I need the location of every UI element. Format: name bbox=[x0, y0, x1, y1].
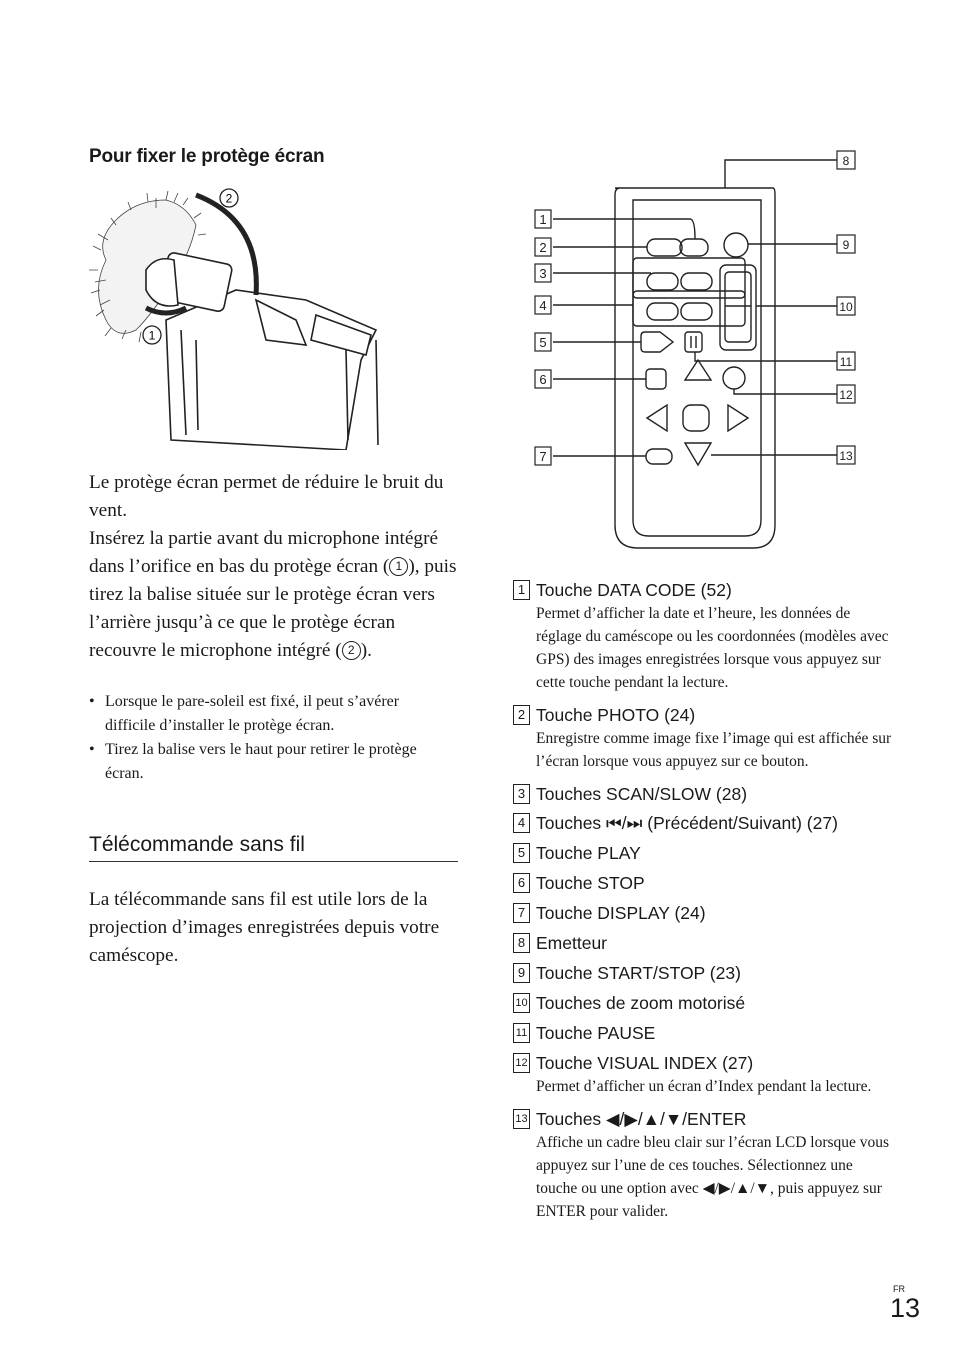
para-text-1: Insérez la partie avant du microphone intégré dans l’orifice en bas du protège écran ( bbox=[89, 528, 439, 577]
legend-number: 12 bbox=[513, 1053, 530, 1073]
paragraph-intro: Le protège écran permet de réduire le bruit du vent. bbox=[89, 472, 444, 521]
legend-label: Touche DATA CODE (52) bbox=[536, 580, 732, 600]
legend-label: Touche DISPLAY (24) bbox=[536, 903, 706, 923]
legend-label: Emetteur bbox=[536, 933, 607, 953]
legend-number: 13 bbox=[513, 1109, 530, 1129]
legend-number: 6 bbox=[513, 873, 530, 893]
callout-11: 11 bbox=[839, 355, 853, 369]
legend-item-11 bbox=[513, 1020, 893, 1046]
callout-2-label: 2 bbox=[225, 191, 233, 206]
remote-body-icon bbox=[615, 188, 775, 548]
legend-item-9 bbox=[513, 960, 893, 986]
legend-item-5 bbox=[513, 840, 893, 866]
circle-2-icon: 2 bbox=[342, 641, 361, 660]
language-tag: FR bbox=[893, 1284, 905, 1294]
callout-7: 7 bbox=[539, 449, 547, 464]
callout-1-label: 1 bbox=[148, 328, 156, 343]
legend-item-6 bbox=[513, 870, 893, 896]
legend-number: 11 bbox=[513, 1023, 530, 1043]
circle-1-icon: 1 bbox=[389, 557, 408, 576]
legend-number: 9 bbox=[513, 963, 530, 983]
legend-label: Touche PLAY bbox=[536, 843, 641, 863]
legend-number: 4 bbox=[513, 813, 530, 833]
paragraph-remote: La télécommande sans fil est utile lors de la projection d’images enregistrées depuis votre caméscope. bbox=[89, 889, 440, 966]
legend-label: Touche PHOTO (24) bbox=[536, 705, 696, 725]
callout-1: 1 bbox=[539, 212, 547, 227]
legend-item-13 bbox=[513, 1106, 893, 1132]
legend-label: Touche START/STOP (23) bbox=[536, 963, 741, 983]
bullet-item: • Lorsque le pare-soleil est fixé, il peut s’avérer difficile d’installer le protège écran. bbox=[89, 690, 449, 738]
legend-label: Touches ◀/▶/▲/▼/ENTER bbox=[536, 1109, 747, 1129]
para-text-3: ). bbox=[360, 640, 372, 661]
legend-number: 10 bbox=[513, 993, 530, 1013]
legend-item-12 bbox=[513, 1050, 893, 1076]
legend-label: Touche PAUSE bbox=[536, 1023, 656, 1043]
legend-label: Touches SCAN/SLOW (28) bbox=[536, 784, 748, 804]
callout-8: 8 bbox=[842, 154, 850, 168]
section-heading-windscreen: Pour fixer le protège écran bbox=[89, 146, 325, 167]
legend-item-1 bbox=[513, 577, 893, 603]
windscreen-illustration bbox=[86, 180, 386, 450]
callout-5: 5 bbox=[539, 335, 547, 350]
callout-13: 13 bbox=[839, 449, 853, 463]
legend-description: Affiche un cadre bleu clair sur l’écran LCD lorsque vous appuyez sur l’une de ces touches. Sélectionnez une touche ou une option avec ◀/▶/▲/▼, puis appuyez sur ENTER pour valider. bbox=[536, 1134, 890, 1220]
legend-description: Enregistre comme image fixe l’image qui est affichée sur l’écran lorsque vous appuyez sur ce bouton. bbox=[536, 730, 892, 770]
legend-item-4 bbox=[513, 810, 893, 836]
callout-12: 12 bbox=[839, 388, 853, 402]
callout-2: 2 bbox=[539, 240, 547, 255]
camcorder-icon bbox=[146, 252, 378, 450]
legend-number: 1 bbox=[513, 580, 530, 600]
legend-number: 2 bbox=[513, 705, 530, 725]
legend-number: 3 bbox=[513, 784, 530, 804]
legend-label: Touche VISUAL INDEX (27) bbox=[536, 1053, 754, 1073]
legend-item-7 bbox=[513, 900, 893, 926]
callout-9: 9 bbox=[842, 238, 850, 252]
section-title-remote: Télécommande sans fil bbox=[89, 833, 458, 862]
legend-item-8 bbox=[513, 930, 893, 956]
legend-item-2 bbox=[513, 702, 893, 728]
legend-number: 5 bbox=[513, 843, 530, 863]
callout-10: 10 bbox=[839, 300, 853, 314]
legend-label: Touche STOP bbox=[536, 873, 645, 893]
bullet-item: • Tirez la balise vers le haut pour retirer le protège écran. bbox=[89, 738, 449, 786]
legend-number: 8 bbox=[513, 933, 530, 953]
paragraph-instructions bbox=[89, 525, 459, 665]
callout-6: 6 bbox=[539, 372, 547, 387]
legend-list bbox=[513, 577, 893, 1223]
legend-label: Touches de zoom motorisé bbox=[536, 993, 746, 1013]
legend-item-10 bbox=[513, 990, 893, 1016]
page-number: 13 bbox=[890, 1293, 921, 1323]
remote-illustration bbox=[525, 140, 865, 555]
para-text-2: ), puis tirez la balise située sur le protège écran vers l’arrière jusqu’à ce que le protège écran recouvre le microphone intégré ( bbox=[89, 556, 457, 661]
bullet-list bbox=[89, 690, 449, 786]
callout-4: 4 bbox=[539, 298, 547, 313]
legend-item-3 bbox=[513, 781, 893, 807]
legend-number: 7 bbox=[513, 903, 530, 923]
legend-description: Permet d’afficher un écran d’Index pendant la lecture. bbox=[536, 1078, 872, 1095]
legend-description: Permet d’afficher la date et l’heure, les données de réglage du caméscope ou les coordonnées (modèles avec GPS) des images enregistrées lorsque vous appuyez sur cette touche pendant la lecture. bbox=[536, 605, 889, 691]
legend-label: Touches ⏮/⏭ (Précédent/Suivant) (27) bbox=[536, 813, 838, 833]
callout-3: 3 bbox=[539, 266, 547, 281]
